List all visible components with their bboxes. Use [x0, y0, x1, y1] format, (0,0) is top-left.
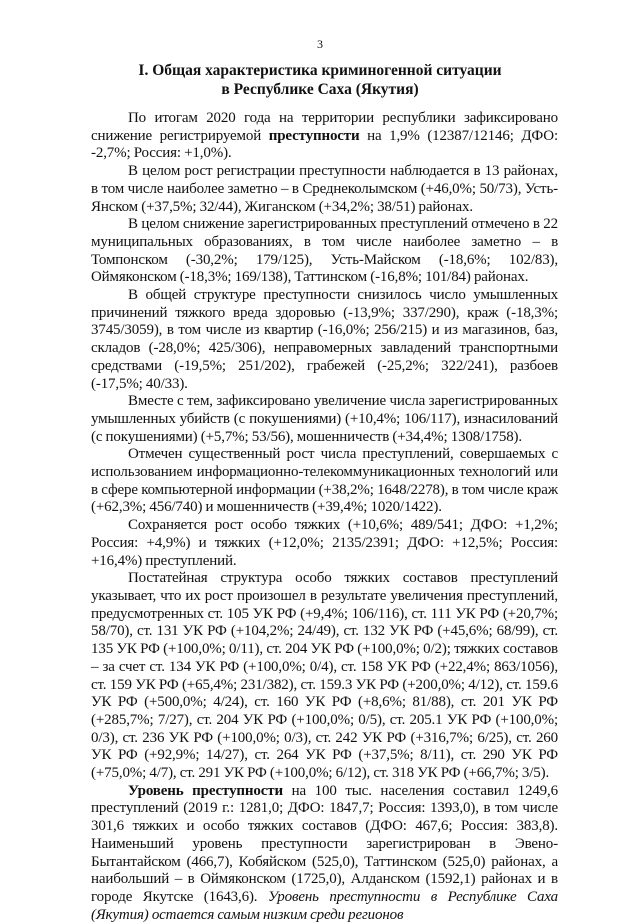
paragraph-1-lead: По итогам 2020 года на территории республики зафиксировано снижение регистрируемой: [91, 110, 558, 144]
paragraph-3: В целом снижение зарегистрированных преступлений отмечено в 22 муниципальных образованиях, в том числе наиболее заметно – в Томпонском (-30,2%; 179/125), Усть-Майском (-18,6%; 102/83), Оймяконском (-18,3%; 169/138), Таттинском (-16,8%; 101/84) районах.: [91, 216, 558, 286]
paragraph-9-italic: Уровень преступности в Республике Саха (Якутия) остается самым низким среди регионов: [91, 888, 558, 923]
paragraph-8: Постатейная структура особо тяжких составов преступлений указывает, что их рост произошел в результате увеличения преступлений, предусмотренных ст. 105 УК РФ (+9,4%; 106/116), ст. 111 УК РФ (+20,7%; 58/70), ст. 131 УК РФ (+104,2%; 24/49), ст. 132 УК РФ (+45,6%; 68/99), ст. 135 УК РФ (+100,0%; 0/11), ст. 204 УК РФ (+100,0%; 0/2); тяжких составов – за счет ст. 134 УК РФ (+100,0%; 0/4), ст. 158 УК РФ (+22,4%; 863/1056), ст. 159 УК РФ (+65,4%; 231/382), ст. 159.3 УК РФ (+200,0%; 4/12), ст. 159.6 УК РФ (+500,0%; 4/24), ст. 160 УК РФ (+8,6%; 81/88), ст. 201 УК РФ (+285,7%; 7/27), ст. 204 УК РФ (+100,0%; 0/5), ст. 205.1 УК РФ (+100,0%; 0/3), ст. 236 УК РФ (+100,0%; 0/3), ст. 242 УК РФ (+316,7%; 6/25), ст. 260 УК РФ (+92,9%; 14/27), ст. 264 УК РФ (+37,5%; 8/11), ст. 290 УК РФ (+75,0%; 4/7), ст. 291 УК РФ (+100,0%; 6/12), ст. 318 УК РФ (+66,7%; 3/5).: [91, 570, 558, 782]
paragraph-4: В общей структуре преступности снизилось число умышленных причинений тяжкого вреда здоровью (-13,9%; 337/290), краж (-18,3%; 3745/3059), в том числе из квартир (-16,0%; 256/215) и из магазинов, баз, складов (-28,0%; 425/306), неправомерных завладений транспортными средствами (-19,5%; 251/202), грабежей (-25,2%; 322/241), разбоев (-17,5%; 40/33).: [91, 287, 558, 392]
document-body: [91, 110, 558, 924]
section-title-line-2: в Республике Саха (Якутия): [221, 81, 419, 98]
paragraph-6: Отмечен существенный рост числа преступлений, совершаемых с использованием информационно-телекоммуникационных технологий или в сфере компьютерной информации (+38,2%; 1648/2278), в том числе краж (+62,3%; 456/740) и мошенничеств (+39,4%; 1020/1422).: [91, 446, 558, 516]
page-number: 3: [317, 37, 323, 51]
paragraph-5: Вместе с тем, зафиксировано увеличение числа зарегистрированных умышленных убийств (с покушениями) (+10,4%; 106/117), изнасилований (с покушениями) (+5,7%; 53/56), мошенничеств (+34,4%; 1308/1758).: [91, 393, 558, 445]
section-title: [90, 61, 550, 99]
paragraph-1-bold-term: преступности: [268, 127, 360, 144]
paragraph-9: [91, 783, 558, 924]
paragraph-7: Сохраняется рост особо тяжких (+10,6%; 489/541; ДФО: +1,2%; Россия: +4,9%) и тяжких (+12,0%; 2135/2391; ДФО: +12,5%; Россия: +16,4%) преступлений.: [91, 517, 558, 569]
section-title-line-1: I. Общая характеристика криминогенной ситуации: [138, 62, 502, 79]
paragraph-9-rest: на 100 тыс. населения составил 1249,6 преступлений (2019 г.: 1281,0; ДФО: 1847,7; Россия: 1393,0), в том числе 301,6 тяжких и особо тяжких составов (ДФО: 467,6; Россия: 383,8). Наименьший уровень преступности зарегистрирован в Эвено-Бытантайском (466,7), Кобяйском (525,0), Таттинском (525,0) районах, а наибольший – в Оймяконском (1725,0), Алданском (1592,1) районах и в городе Якутске (1643,6).: [91, 782, 558, 905]
paragraph-9-bold-term: Уровень преступности: [128, 782, 283, 799]
paragraph-2: В целом рост регистрации преступности наблюдается в 13 районах, в том числе наиболее заметно – в Среднеколымском (+46,0%; 50/73), Усть-Янском (+37,5%; 32/44), Жиганском (+34,2%; 38/51) районах.: [91, 163, 558, 215]
paragraph-1-rest: на 1,9% (12387/12146; ДФО: -2,7%; Россия: +1,0%).: [91, 127, 558, 162]
paragraph-1: [91, 110, 558, 163]
